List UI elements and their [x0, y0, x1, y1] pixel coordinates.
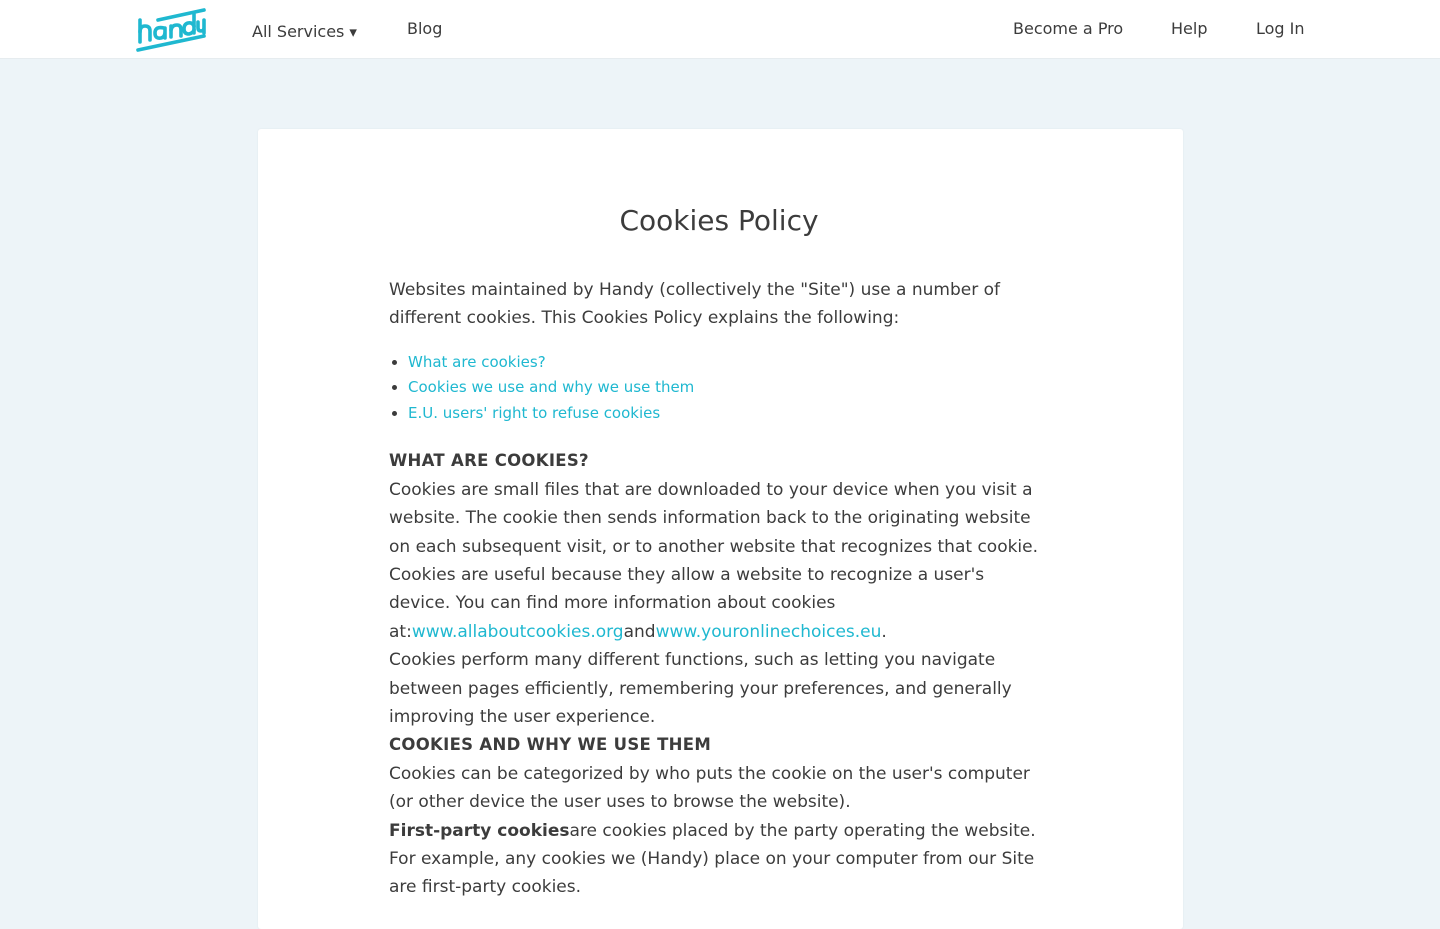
- toc-item: [408, 375, 1049, 401]
- nav-blog[interactable]: Blog: [407, 19, 443, 38]
- table-of-contents: [389, 350, 1049, 427]
- policy-content: [389, 129, 1049, 902]
- handy-logo[interactable]: [136, 6, 206, 54]
- section-heading-what-are-cookies: WHAT ARE COOKIES?: [389, 451, 589, 471]
- section-heading-cookies-and-why: COOKIES AND WHY WE USE THEM: [389, 735, 712, 755]
- intro-paragraph: Websites maintained by Handy (collectively the "Site") use a number of different cookies. This Cookies Policy explains the following:: [389, 280, 1001, 329]
- chevron-down-icon: ▾: [349, 23, 357, 41]
- first-party-text: are cookies placed by the party operating the website. For example, any cookies we (Handy) place on your computer from our Site are first-party cookies.: [389, 820, 1036, 898]
- first-party-paragraph: [389, 817, 1049, 902]
- page-title: Cookies Policy: [619, 204, 819, 237]
- nav-log-in[interactable]: Log In: [1256, 19, 1305, 38]
- section1-paragraph: [389, 476, 1049, 646]
- toc-link-eu-right-to-refuse[interactable]: E.U. users' right to refuse cookies: [408, 403, 661, 422]
- section2-paragraph: Cookies can be categorized by who puts the cookie on the user's computer (or other device the user uses to browse the website).: [389, 763, 1030, 813]
- toc-link-cookies-we-use[interactable]: Cookies we use and why we use them: [408, 378, 695, 397]
- nav-all-services-label: All Services: [252, 22, 345, 41]
- and-text: and: [623, 621, 656, 642]
- first-party-label: First-party cookies: [389, 820, 570, 841]
- toc-link-what-are-cookies[interactable]: What are cookies?: [408, 352, 546, 371]
- toc-item: [408, 401, 1049, 427]
- section1-paragraph-2: Cookies perform many different functions, such as letting you navigate between pages efficiently, remembering your preferences, and generally improving the user experience.: [389, 650, 1012, 727]
- link-allaboutcookies[interactable]: www.allaboutcookies.org: [411, 621, 624, 642]
- nav-help[interactable]: Help: [1171, 19, 1208, 38]
- nav-all-services[interactable]: [252, 3, 357, 61]
- period-text: .: [881, 621, 887, 642]
- section1-text: Cookies are small files that are downloaded to your device when you visit a website. The cookie then sends information back to the originating website on each subsequent visit, or to another website that recognizes that cookie. Cookies are useful because they allow a website to recognize a user's device. You can find more information about cookies at:: [389, 479, 1039, 642]
- nav-become-a-pro[interactable]: Become a Pro: [1013, 19, 1124, 38]
- link-youronlinechoices[interactable]: www.youronlinechoices.eu: [655, 621, 882, 642]
- toc-item: [408, 350, 1049, 376]
- policy-card: [258, 129, 1183, 929]
- top-navigation-bar: [0, 0, 1440, 59]
